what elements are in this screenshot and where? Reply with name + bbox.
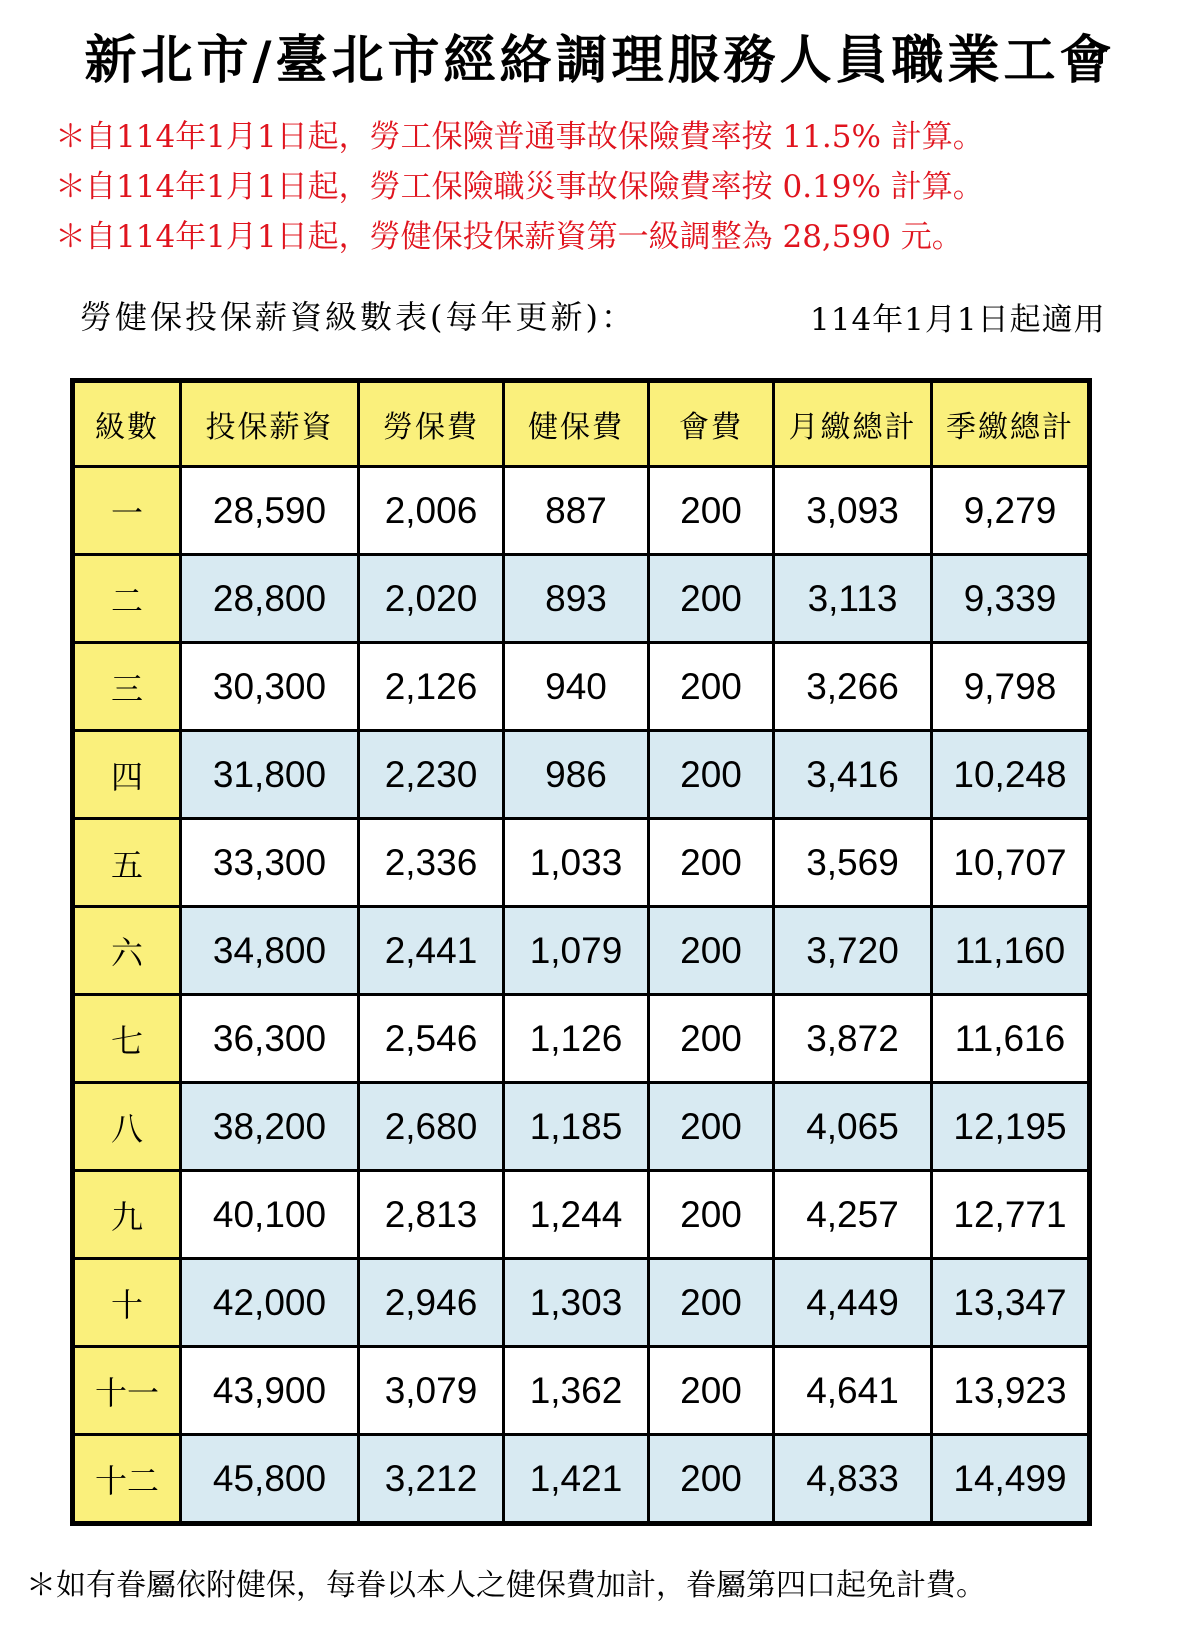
table-row	[73, 1259, 1090, 1347]
cell-membership-fee: 200	[649, 995, 774, 1083]
cell-labor-insurance: 2,680	[359, 1083, 504, 1171]
cell-insured-salary: 33,300	[181, 819, 359, 907]
page-title: 新北市/臺北市經絡調理服務人員職業工會	[84, 31, 1116, 91]
cell-health-insurance: 1,303	[504, 1259, 649, 1347]
cell-membership-fee: 200	[649, 1259, 774, 1347]
cell-level: 九	[73, 1171, 181, 1259]
cell-insured-salary: 28,800	[181, 555, 359, 643]
cell-monthly-total: 3,113	[774, 555, 932, 643]
table-row	[73, 467, 1090, 555]
cell-level: 二	[73, 555, 181, 643]
cell-level: 十	[73, 1259, 181, 1347]
table-row	[73, 1083, 1090, 1171]
cell-labor-insurance: 2,946	[359, 1259, 504, 1347]
effective-date: 114年1月1日起適用	[810, 302, 1106, 338]
table-row	[73, 555, 1090, 643]
cell-monthly-total: 4,065	[774, 1083, 932, 1171]
cell-monthly-total: 3,266	[774, 643, 932, 731]
cell-monthly-total: 3,872	[774, 995, 932, 1083]
cell-quarterly-total: 11,160	[932, 907, 1090, 995]
header-level: 級數	[73, 381, 181, 467]
cell-monthly-total: 3,093	[774, 467, 932, 555]
table-row	[73, 819, 1090, 907]
cell-level: 六	[73, 907, 181, 995]
cell-monthly-total: 3,720	[774, 907, 932, 995]
cell-monthly-total: 4,449	[774, 1259, 932, 1347]
cell-insured-salary: 45,800	[181, 1435, 359, 1524]
cell-quarterly-total: 12,195	[932, 1083, 1090, 1171]
cell-insured-salary: 28,590	[181, 467, 359, 555]
notice-item	[55, 112, 984, 162]
cell-level: 七	[73, 995, 181, 1083]
cell-labor-insurance: 2,006	[359, 467, 504, 555]
cell-level: 一	[73, 467, 181, 555]
cell-health-insurance: 1,079	[504, 907, 649, 995]
cell-labor-insurance: 2,336	[359, 819, 504, 907]
header-membership-fee: 會費	[649, 381, 774, 467]
cell-health-insurance: 1,244	[504, 1171, 649, 1259]
cell-membership-fee: 200	[649, 819, 774, 907]
notice-list	[55, 112, 984, 262]
table-title: 勞健保投保薪資級數表(每年更新)：	[80, 298, 636, 336]
cell-health-insurance: 1,126	[504, 995, 649, 1083]
header-health-insurance: 健保費	[504, 381, 649, 467]
cell-labor-insurance: 2,441	[359, 907, 504, 995]
cell-health-insurance: 986	[504, 731, 649, 819]
cell-monthly-total: 4,641	[774, 1347, 932, 1435]
asterisk-icon: ＊	[55, 119, 86, 155]
cell-quarterly-total: 9,798	[932, 643, 1090, 731]
header-insured-salary: 投保薪資	[181, 381, 359, 467]
cell-level: 五	[73, 819, 181, 907]
cell-health-insurance: 893	[504, 555, 649, 643]
cell-membership-fee: 200	[649, 467, 774, 555]
asterisk-icon: ＊	[55, 219, 86, 255]
cell-membership-fee: 200	[649, 1171, 774, 1259]
cell-membership-fee: 200	[649, 643, 774, 731]
cell-labor-insurance: 2,126	[359, 643, 504, 731]
cell-labor-insurance: 2,813	[359, 1171, 504, 1259]
cell-monthly-total: 4,257	[774, 1171, 932, 1259]
cell-quarterly-total: 10,248	[932, 731, 1090, 819]
cell-insured-salary: 43,900	[181, 1347, 359, 1435]
cell-membership-fee: 200	[649, 1347, 774, 1435]
cell-quarterly-total: 11,616	[932, 995, 1090, 1083]
cell-quarterly-total: 14,499	[932, 1435, 1090, 1524]
cell-membership-fee: 200	[649, 555, 774, 643]
table-row	[73, 731, 1090, 819]
cell-monthly-total: 3,569	[774, 819, 932, 907]
cell-level: 十二	[73, 1435, 181, 1524]
cell-health-insurance: 887	[504, 467, 649, 555]
cell-insured-salary: 36,300	[181, 995, 359, 1083]
notice-text: 自114年1月1日起，勞工保險職災事故保險費率按 0.19% 計算。	[85, 169, 984, 205]
table-row	[73, 1435, 1090, 1524]
table-row	[73, 643, 1090, 731]
header-labor-insurance: 勞保費	[359, 381, 504, 467]
header-monthly-total: 月繳總計	[774, 381, 932, 467]
cell-monthly-total: 3,416	[774, 731, 932, 819]
cell-level: 四	[73, 731, 181, 819]
cell-health-insurance: 940	[504, 643, 649, 731]
notice-item	[55, 212, 984, 262]
cell-insured-salary: 30,300	[181, 643, 359, 731]
cell-health-insurance: 1,185	[504, 1083, 649, 1171]
cell-health-insurance: 1,421	[504, 1435, 649, 1524]
cell-membership-fee: 200	[649, 1083, 774, 1171]
table-row	[73, 1171, 1090, 1259]
asterisk-icon: ＊	[55, 169, 86, 205]
cell-labor-insurance: 2,020	[359, 555, 504, 643]
cell-insured-salary: 40,100	[181, 1171, 359, 1259]
cell-monthly-total: 4,833	[774, 1435, 932, 1524]
notice-item	[55, 162, 984, 212]
table-header-row	[73, 381, 1090, 467]
cell-quarterly-total: 9,279	[932, 467, 1090, 555]
cell-level: 三	[73, 643, 181, 731]
cell-level: 八	[73, 1083, 181, 1171]
table-row	[73, 995, 1090, 1083]
cell-membership-fee: 200	[649, 907, 774, 995]
cell-insured-salary: 38,200	[181, 1083, 359, 1171]
cell-health-insurance: 1,033	[504, 819, 649, 907]
table-body	[73, 467, 1090, 1524]
cell-quarterly-total: 12,771	[932, 1171, 1090, 1259]
table-row	[73, 907, 1090, 995]
cell-labor-insurance: 2,230	[359, 731, 504, 819]
cell-insured-salary: 34,800	[181, 907, 359, 995]
cell-level: 十一	[73, 1347, 181, 1435]
notice-text: 自114年1月1日起，勞工保險普通事故保險費率按 11.5% 計算。	[85, 119, 984, 155]
cell-health-insurance: 1,362	[504, 1347, 649, 1435]
cell-quarterly-total: 10,707	[932, 819, 1090, 907]
cell-membership-fee: 200	[649, 731, 774, 819]
cell-insured-salary: 31,800	[181, 731, 359, 819]
cell-quarterly-total: 9,339	[932, 555, 1090, 643]
cell-insured-salary: 42,000	[181, 1259, 359, 1347]
table-row	[73, 1347, 1090, 1435]
insurance-grade-table	[70, 378, 1092, 1526]
cell-membership-fee: 200	[649, 1435, 774, 1524]
cell-quarterly-total: 13,347	[932, 1259, 1090, 1347]
cell-labor-insurance: 3,212	[359, 1435, 504, 1524]
cell-labor-insurance: 3,079	[359, 1347, 504, 1435]
footnote: ＊如有眷屬依附健保，每眷以本人之健保費加計，眷屬第四口起免計費。	[26, 1568, 986, 1603]
notice-text: 自114年1月1日起，勞健保投保薪資第一級調整為 28,590 元。	[85, 219, 963, 255]
header-quarterly-total: 季繳總計	[932, 381, 1090, 467]
cell-labor-insurance: 2,546	[359, 995, 504, 1083]
cell-quarterly-total: 13,923	[932, 1347, 1090, 1435]
